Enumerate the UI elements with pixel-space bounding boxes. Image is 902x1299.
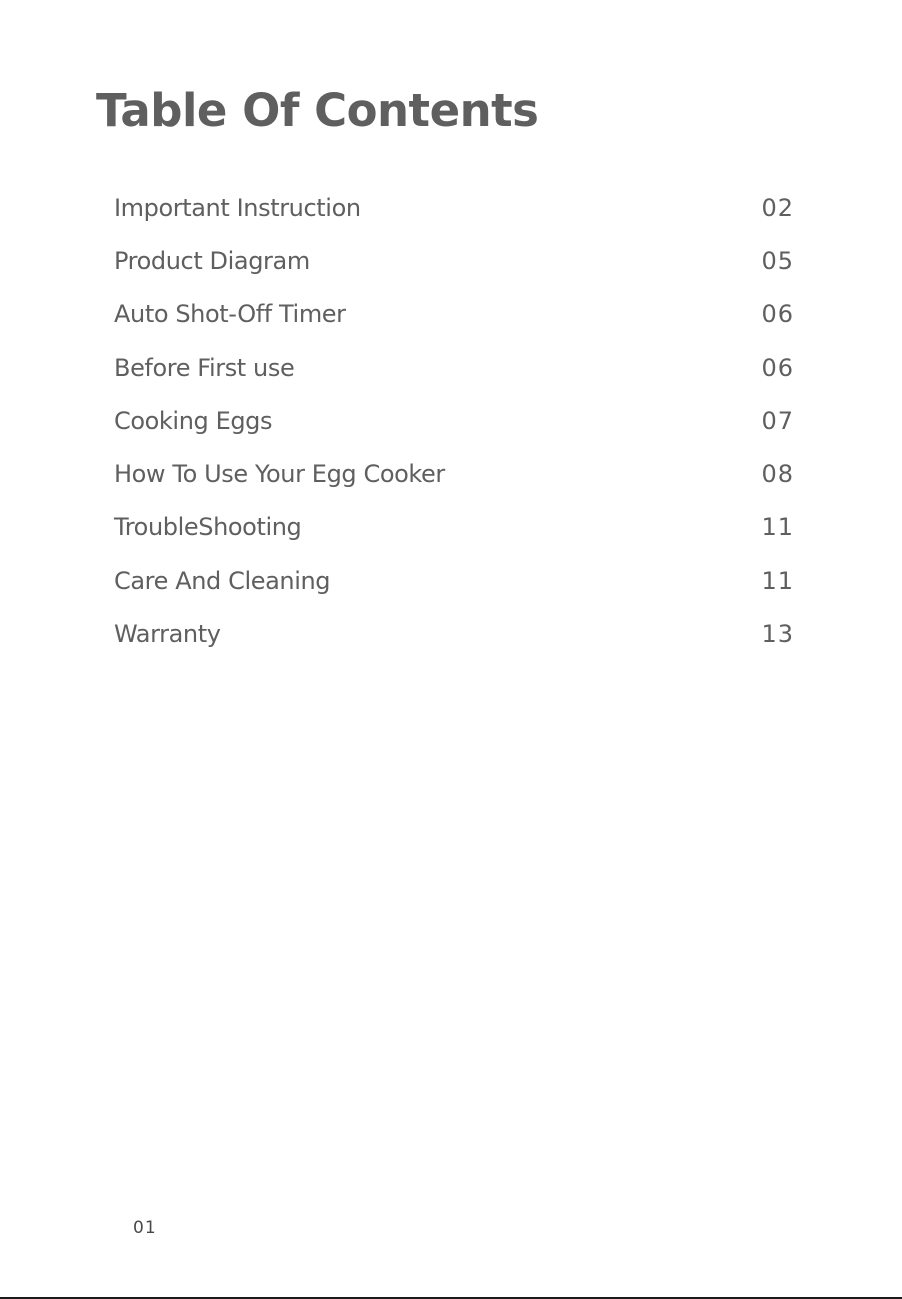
toc-entry-label: Important Instruction: [114, 193, 361, 222]
toc-entry-page: 08: [761, 460, 794, 489]
toc-entry-auto-shot-off-timer[interactable]: [114, 288, 794, 341]
toc-entry-label: Product Diagram: [114, 246, 310, 275]
toc-entry-page: 07: [761, 406, 794, 435]
toc-entry-cooking-eggs[interactable]: [114, 394, 794, 447]
toc-entry-page: 13: [761, 620, 794, 649]
toc-entry-label: How To Use Your Egg Cooker: [114, 460, 445, 489]
toc-entry-page: 06: [761, 353, 794, 382]
toc-entry-care-and-cleaning[interactable]: [114, 554, 794, 607]
toc-entry-page: 11: [761, 513, 794, 542]
toc-entry-troubleshooting[interactable]: [114, 501, 794, 554]
toc-entry-label: TroubleShooting: [114, 513, 302, 542]
page-title: Table Of Contents: [96, 84, 539, 137]
page-number: 01: [133, 1218, 157, 1238]
toc-entry-page: 05: [761, 246, 794, 275]
toc-entry-label: Auto Shot-Off Timer: [114, 300, 346, 329]
toc-entry-warranty[interactable]: [114, 607, 794, 660]
toc-entry-page: 06: [761, 300, 794, 329]
toc-entry-label: Warranty: [114, 620, 221, 649]
toc-entry-important-instruction[interactable]: [114, 181, 794, 234]
toc-entry-page: 11: [761, 566, 794, 595]
toc-entry-label: Cooking Eggs: [114, 406, 273, 435]
toc-entry-page: 02: [761, 193, 794, 222]
toc-list: [114, 181, 794, 661]
toc-entry-label: Before First use: [114, 353, 295, 382]
toc-entry-how-to-use[interactable]: [114, 447, 794, 500]
toc-entry-product-diagram[interactable]: [114, 234, 794, 287]
toc-entry-before-first-use[interactable]: [114, 341, 794, 394]
toc-entry-label: Care And Cleaning: [114, 566, 331, 595]
